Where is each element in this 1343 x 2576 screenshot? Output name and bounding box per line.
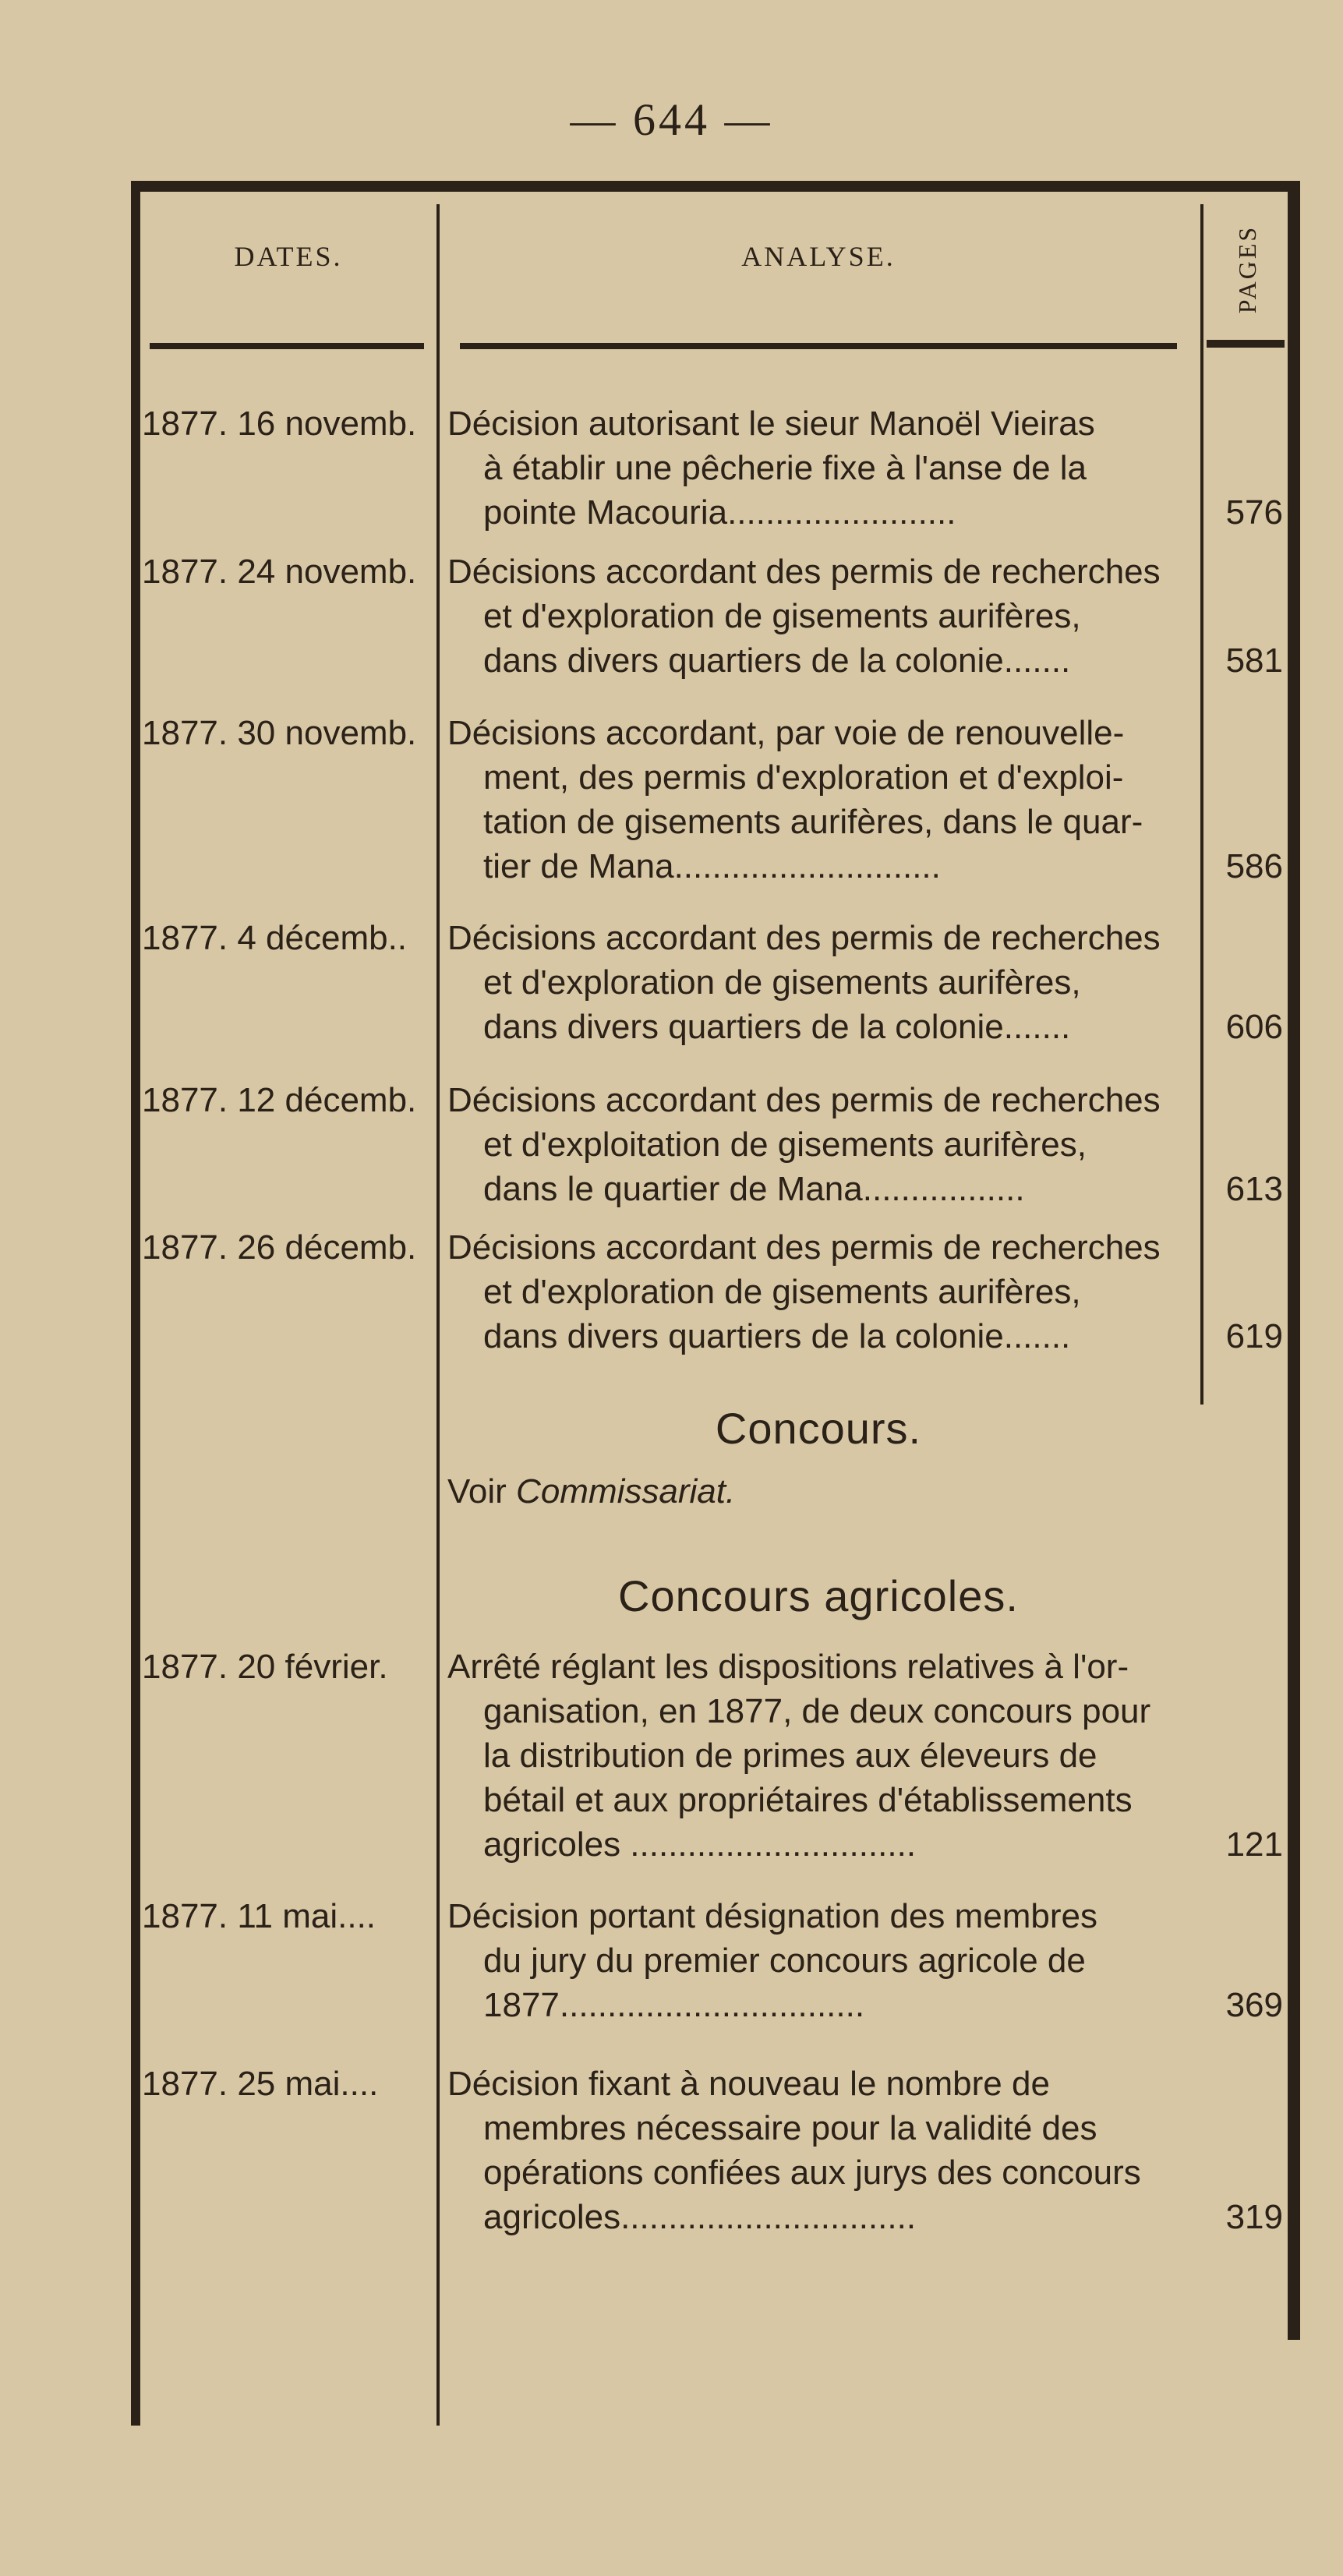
header-underline-dates	[150, 343, 424, 349]
entry-date: 1877. 25 mai....	[142, 2065, 379, 2103]
see-also-line	[447, 1469, 1188, 1514]
entry-date: 1877. 4 décemb..	[142, 919, 408, 957]
entry-date: 1877. 16 novemb.	[142, 405, 417, 443]
entry-line: dans divers quartiers de la colonie.......	[483, 1317, 1071, 1355]
page-number: — 644 —	[570, 94, 773, 145]
entry-line: et d'exploration de gisements aurifères,	[483, 963, 1081, 1002]
header-pages-cell	[1213, 199, 1283, 339]
entry-line: 1877................................	[483, 1986, 865, 2024]
entry-date: 1877. 11 mai....	[142, 1897, 376, 1935]
entry-page: 121	[1225, 1825, 1283, 1864]
header-analyse: ANALYSE.	[741, 241, 896, 272]
entry-line: ment, des permis d'exploration et d'exploi-	[483, 758, 1124, 797]
entry-line: à établir une pêcherie fixe à l'anse de la	[483, 449, 1087, 487]
header-underline-pages	[1207, 340, 1285, 348]
see-also-reference: Commissariat.	[516, 1472, 736, 1511]
entry-date: 1877. 24 novemb.	[142, 553, 417, 591]
header-underline-analyse	[460, 343, 1177, 349]
entry-line: Arrêté réglant les dispositions relatives à l'or-	[447, 1648, 1129, 1686]
entry-page: 319	[1225, 2198, 1283, 2236]
entry-page: 613	[1225, 1170, 1283, 1208]
entry-date: 1877. 20 février.	[142, 1648, 388, 1686]
entry-page: 576	[1225, 493, 1283, 532]
entry-line: bétail et aux propriétaires d'établissements	[483, 1781, 1133, 1819]
entry-line: agricoles...............................	[483, 2198, 917, 2236]
entry-line: ganisation, en 1877, de deux concours pour	[483, 1692, 1151, 1730]
entry-line: Décisions accordant des permis de recherches	[447, 1228, 1161, 1267]
header-pages: PAGES	[1233, 224, 1262, 313]
entry-line: tier de Mana............................	[483, 847, 941, 885]
entry-line: du jury du premier concours agricole de	[483, 1942, 1086, 1980]
section-title-concours: Concours.	[715, 1404, 922, 1453]
entry-page: 586	[1225, 847, 1283, 885]
entry-page: 581	[1225, 641, 1283, 680]
entry-line: Décision autorisant le sieur Manoël Vieiras	[447, 405, 1095, 443]
entry-line: pointe Macouria........................	[483, 493, 956, 532]
entry-line: et d'exploitation de gisements aurifères,	[483, 1125, 1087, 1164]
entry-line: Décisions accordant, par voie de renouvelle-	[447, 714, 1125, 752]
entry-line: la distribution de primes aux éleveurs de	[483, 1737, 1097, 1775]
entry-line: dans divers quartiers de la colonie.......	[483, 1008, 1071, 1046]
entry-line: dans divers quartiers de la colonie.......	[483, 641, 1071, 680]
entry-line: Décisions accordant des permis de recherches	[447, 553, 1161, 591]
entry-line: agricoles ..............................	[483, 1825, 917, 1864]
entry-line: dans le quartier de Mana.................	[483, 1170, 1025, 1208]
entry-line: opérations confiées aux jurys des concours	[483, 2154, 1141, 2192]
table-left-border	[131, 181, 140, 2426]
column-divider-dates	[436, 204, 440, 2426]
table-top-border	[131, 181, 1300, 192]
column-divider-pages	[1200, 204, 1203, 1405]
entry-line: membres nécessaire pour la validité des	[483, 2109, 1097, 2147]
entry-line: Décisions accordant des permis de recherches	[447, 1081, 1161, 1119]
entry-page: 369	[1225, 1986, 1283, 2024]
entry-line: Décision portant désignation des membres	[447, 1897, 1098, 1935]
entry-line: Décision fixant à nouveau le nombre de	[447, 2065, 1050, 2103]
header-dates: DATES.	[234, 241, 343, 272]
entry-date: 1877. 30 novemb.	[142, 714, 417, 752]
section-title-concours-agricoles: Concours agricoles.	[618, 1571, 1019, 1620]
see-also-prefix: Voir	[447, 1472, 517, 1511]
entry-line: Décisions accordant des permis de recherches	[447, 919, 1161, 957]
entry-line: tation de gisements aurifères, dans le quar-	[483, 803, 1143, 841]
entry-date: 1877. 12 décemb.	[142, 1081, 417, 1119]
entry-line: et d'exploration de gisements aurifères,	[483, 597, 1081, 635]
entry-date: 1877. 26 décemb.	[142, 1228, 417, 1267]
entry-line: et d'exploration de gisements aurifères,	[483, 1273, 1081, 1311]
entry-page: 606	[1225, 1008, 1283, 1046]
entry-page: 619	[1225, 1317, 1283, 1355]
table-right-border	[1288, 181, 1300, 2340]
